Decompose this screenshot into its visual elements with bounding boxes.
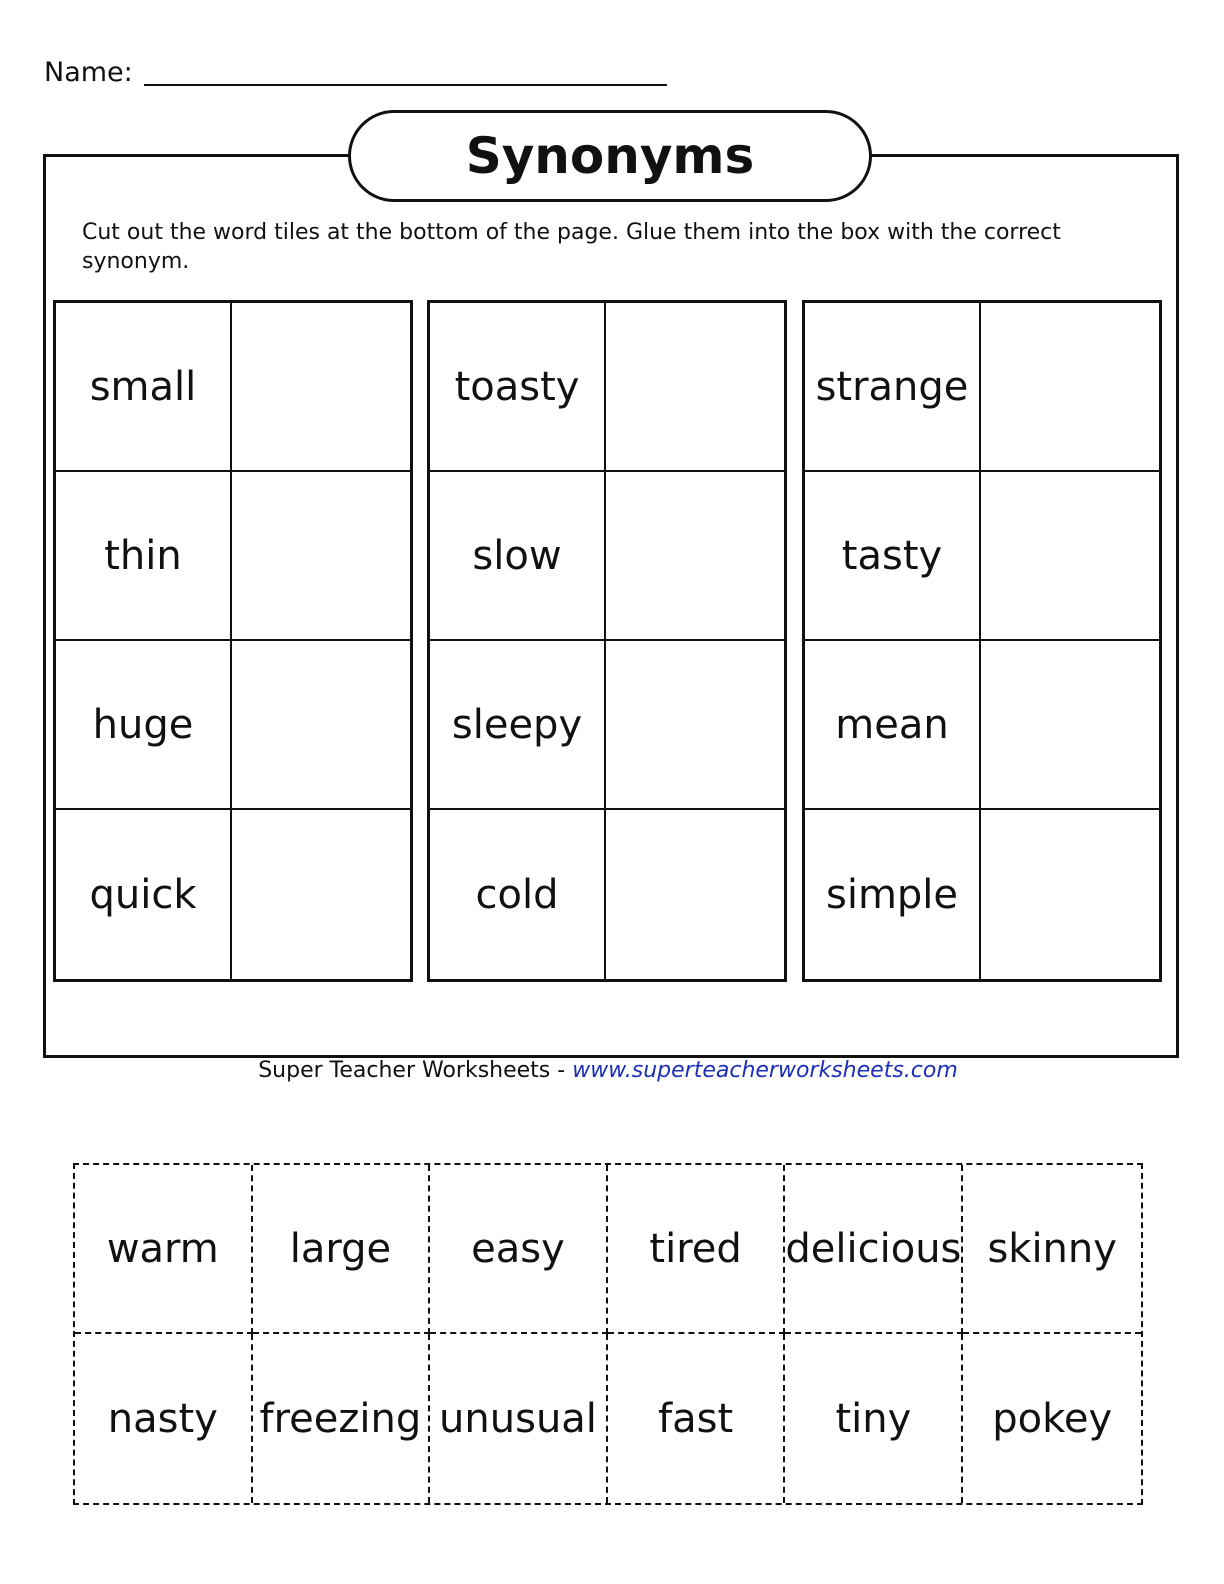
answer-box[interactable] — [606, 472, 784, 641]
name-line[interactable] — [144, 84, 667, 86]
grid-word: slow — [430, 472, 606, 641]
word-tile[interactable]: fast — [608, 1334, 786, 1503]
grid-word: toasty — [430, 303, 606, 472]
footer-link[interactable]: www.superteacherworksheets.com — [572, 1058, 958, 1083]
word-tile[interactable]: pokey — [992, 1395, 1113, 1442]
grid-word: mean — [805, 641, 981, 810]
grid-word: quick — [56, 810, 232, 979]
word-tile[interactable]: freezing — [253, 1334, 431, 1503]
grid-word: sleepy — [430, 641, 606, 810]
synonym-grid-1 — [53, 300, 413, 982]
footer-text: Super Teacher Worksheets - — [258, 1058, 573, 1083]
grid-word: simple — [805, 810, 981, 979]
answer-box[interactable] — [981, 641, 1159, 810]
word-tile[interactable]: skinny — [963, 1165, 1141, 1334]
word-tile[interactable]: tiny — [785, 1334, 963, 1503]
instructions: Cut out the word tiles at the bottom of the page. Glue them into the box with the correct synonym. — [82, 220, 1061, 274]
word-tile[interactable]: large — [253, 1165, 431, 1334]
answer-box[interactable] — [981, 810, 1159, 979]
word-tile[interactable]: delicious — [785, 1165, 963, 1334]
answer-box[interactable] — [232, 810, 410, 979]
answer-box[interactable] — [232, 303, 410, 472]
grid-word: strange — [805, 303, 981, 472]
answer-box[interactable] — [981, 472, 1159, 641]
word-tile[interactable]: unusual — [430, 1334, 608, 1503]
synonym-grid-2 — [427, 300, 787, 982]
name-label: Name: — [44, 57, 133, 88]
grid-word: small — [56, 303, 232, 472]
word-tile[interactable]: warm — [75, 1165, 253, 1334]
synonym-grid-3 — [802, 300, 1162, 982]
title-banner: Synonyms — [348, 110, 872, 202]
grid-word: cold — [430, 810, 606, 979]
answer-box[interactable] — [606, 303, 784, 472]
answer-box[interactable] — [606, 641, 784, 810]
grid-word: huge — [56, 641, 232, 810]
word-tile[interactable]: easy — [430, 1165, 608, 1334]
answer-box[interactable] — [232, 641, 410, 810]
word-tiles — [73, 1163, 1143, 1505]
grid-word: thin — [56, 472, 232, 641]
footer-credit — [0, 1058, 1216, 1083]
answer-box[interactable] — [232, 472, 410, 641]
answer-box[interactable] — [981, 303, 1159, 472]
word-tile[interactable]: nasty — [75, 1334, 253, 1503]
word-tile[interactable]: tired — [608, 1165, 786, 1334]
grid-word: tasty — [805, 472, 981, 641]
answer-box[interactable] — [606, 810, 784, 979]
